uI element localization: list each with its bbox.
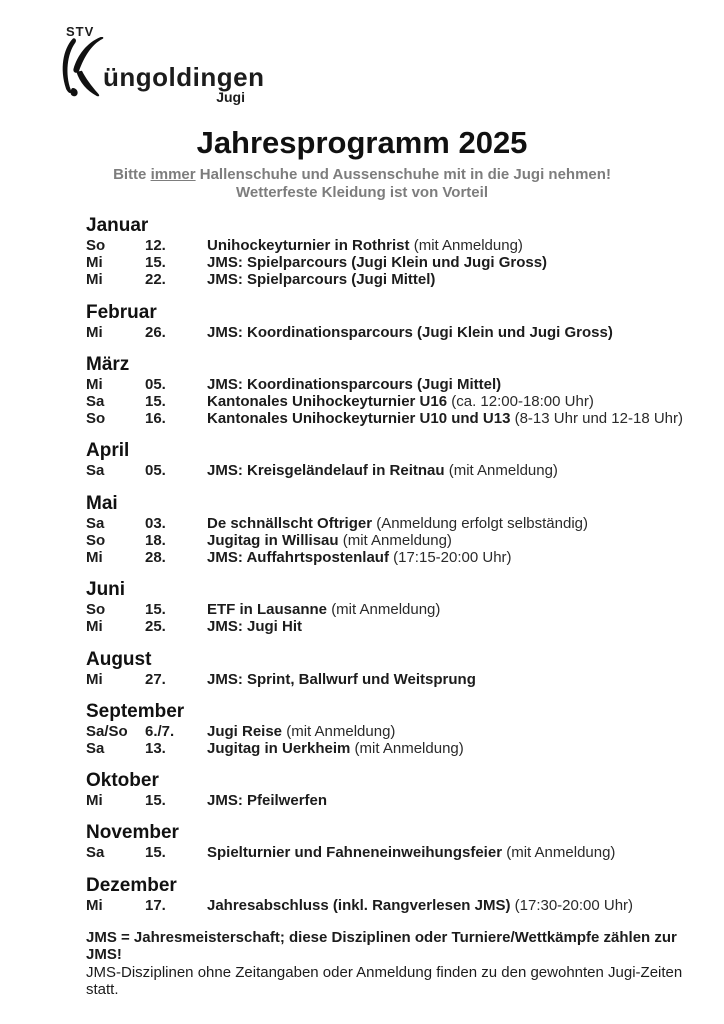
event-day: So (86, 531, 106, 549)
subtitle-line1 (0, 166, 724, 184)
event-row (86, 376, 694, 393)
event-description (207, 618, 694, 635)
event-title: Jugitag in Uerkheim (207, 740, 351, 758)
subtitle-line1-suffix: Hallenschuhe und Aussenschuhe mit in die Jugi nehmen! (195, 166, 611, 183)
event-date: 15. (145, 254, 166, 272)
month-section (86, 580, 694, 635)
event-title: ETF in Lausanne (207, 601, 328, 619)
event-day: So (86, 601, 106, 619)
event-day: Mi (86, 549, 103, 567)
event-row (86, 618, 694, 635)
event-row (86, 601, 694, 618)
month-heading: November (86, 822, 179, 844)
event-row (86, 462, 694, 479)
event-day: Sa (86, 393, 105, 411)
event-description (207, 376, 694, 393)
month-section (86, 876, 694, 914)
event-row (86, 515, 694, 532)
event-date: 17. (145, 896, 166, 914)
event-note: (Anmeldung erfolgt selbständig) (376, 514, 589, 532)
event-day: Mi (86, 670, 103, 688)
event-description (207, 723, 694, 740)
month-heading: Dezember (86, 874, 177, 896)
event-row (86, 897, 694, 914)
event-row (86, 237, 694, 254)
subtitle-note (0, 166, 724, 202)
event-note: (17:30-20:00 Uhr) (514, 896, 634, 914)
event-row (86, 844, 694, 861)
event-date: 15. (145, 844, 166, 862)
event-row (86, 671, 694, 688)
event-date: 05. (145, 375, 166, 393)
event-description (207, 549, 694, 566)
event-date: 25. (145, 618, 166, 636)
event-title: Jahresabschluss (inkl. Rangverlesen JMS) (207, 896, 511, 914)
event-note: (mit Anmeldung) (331, 601, 441, 619)
subtitle-line2: Wetterfeste Kleidung ist von Vorteil (236, 184, 488, 201)
event-description (207, 462, 694, 479)
event-day: Sa (86, 844, 105, 862)
event-description (207, 410, 694, 427)
month-section (86, 355, 694, 428)
event-description (207, 532, 694, 549)
event-day: Mi (86, 618, 103, 636)
event-day: So (86, 237, 106, 254)
event-note: (mit Anmeldung) (506, 844, 616, 862)
event-date: 27. (145, 670, 166, 688)
footer-note (86, 929, 694, 999)
event-date: 15. (145, 792, 166, 810)
event-description (207, 237, 694, 254)
event-date: 15. (145, 393, 166, 411)
event-title: JMS: Sprint, Ballwurf und Weitsprung (207, 670, 476, 688)
event-date: 15. (145, 601, 166, 619)
event-description (207, 324, 694, 341)
event-date: 6./7. (145, 722, 175, 740)
subtitle-line1-underlined: immer (150, 166, 196, 183)
month-heading: Mai (86, 492, 118, 514)
month-section (86, 441, 694, 479)
event-date: 16. (145, 410, 166, 428)
footer-jms-times: JMS-Disziplinen ohne Zeitangaben oder Anmeldung finden zu den gewohnten Jugi-Zeiten statt. (86, 963, 683, 999)
event-date: 05. (145, 462, 166, 480)
month-heading: September (86, 700, 185, 722)
event-row (86, 324, 694, 341)
event-row (86, 740, 694, 757)
event-note: (mit Anmeldung) (413, 237, 523, 254)
footer-jms-definition: JMS = Jahresmeisterschaft; diese Disziplinen oder Turniere/Wettkämpfe zählen zur JMS! (86, 928, 677, 964)
event-note: (mit Anmeldung) (354, 740, 464, 758)
event-title: Spielturnier und Fahneneinweihungsfeier (207, 844, 503, 862)
event-description (207, 740, 694, 757)
logo-main-row (57, 37, 265, 97)
month-section (86, 494, 694, 567)
event-description (207, 601, 694, 618)
event-title: JMS: Pfeilwerfen (207, 792, 328, 810)
event-note: (mit Anmeldung) (286, 722, 396, 740)
event-date: 18. (145, 531, 166, 549)
event-title: JMS: Spielparcours (Jugi Klein und Jugi Gross) (207, 254, 548, 272)
month-section (86, 823, 694, 861)
event-note: (mit Anmeldung) (342, 531, 452, 549)
month-heading: Juni (86, 579, 126, 601)
month-section (86, 303, 694, 341)
event-note: (ca. 12:00-18:00 Uhr) (451, 393, 594, 411)
month-heading: Januar (86, 215, 149, 236)
event-description (207, 271, 694, 288)
event-title: Unihockeyturnier in Rothrist (207, 237, 410, 254)
event-day: Sa (86, 514, 105, 532)
event-title: Jugi Reise (207, 722, 283, 740)
event-note: (mit Anmeldung) (448, 462, 558, 480)
club-logo (57, 24, 265, 105)
month-section (86, 702, 694, 757)
event-title: JMS: Spielparcours (Jugi Mittel) (207, 271, 436, 289)
event-day: Sa/So (86, 722, 128, 740)
event-row (86, 393, 694, 410)
event-row (86, 723, 694, 740)
event-title: Jugitag in Willisau (207, 531, 339, 549)
event-row (86, 254, 694, 271)
logo-jugi-text: Jugi (216, 89, 245, 105)
event-description (207, 844, 694, 861)
event-day: Mi (86, 375, 103, 393)
event-title: JMS: Kreisgeländelauf in Reitnau (207, 462, 445, 480)
event-date: 26. (145, 323, 166, 341)
month-heading: August (86, 648, 152, 670)
event-date: 13. (145, 740, 166, 758)
event-day: Mi (86, 323, 103, 341)
month-heading: Oktober (86, 770, 159, 792)
event-description (207, 671, 694, 688)
event-note: (17:15-20:00 Uhr) (393, 549, 512, 567)
event-title: JMS: Koordinationsparcours (Jugi Mittel) (207, 375, 502, 393)
event-date: 28. (145, 549, 166, 567)
subtitle-line1-prefix: Bitte (113, 166, 151, 183)
event-date: 12. (145, 237, 166, 254)
event-day: Mi (86, 254, 103, 272)
event-description (207, 515, 694, 532)
event-row (86, 792, 694, 809)
page-title: Jahresprogramm 2025 (196, 125, 528, 160)
event-title: De schnällscht Oftriger (207, 514, 373, 532)
month-section (86, 216, 694, 289)
event-title: Kantonales Unihockeyturnier U16 (207, 393, 448, 411)
event-note: (8-13 Uhr und 12-18 Uhr) (514, 410, 683, 428)
event-row (86, 271, 694, 288)
event-day: So (86, 410, 106, 428)
event-day: Mi (86, 792, 103, 810)
event-description (207, 393, 694, 410)
event-description (207, 897, 694, 914)
event-row (86, 532, 694, 549)
event-description (207, 792, 694, 809)
logo-stv-text: STV (66, 24, 95, 39)
month-section (86, 771, 694, 809)
month-section (86, 650, 694, 688)
event-title: Kantonales Unihockeyturnier U10 und U13 (207, 410, 511, 428)
event-title: JMS: Koordinationsparcours (Jugi Klein und Jugi Gross) (207, 323, 613, 341)
event-title: JMS: Auffahrtspostenlauf (207, 549, 389, 567)
month-heading: Februar (86, 301, 157, 323)
event-date: 22. (145, 271, 166, 289)
event-day: Sa (86, 462, 105, 480)
event-row (86, 549, 694, 566)
logo-club-name: üngoldingen (103, 62, 265, 92)
month-heading: März (86, 353, 130, 375)
event-date: 03. (145, 514, 166, 532)
event-day: Mi (86, 896, 103, 914)
stylized-k-gymnast-icon (57, 37, 105, 97)
schedule (86, 216, 694, 914)
month-heading: April (86, 440, 130, 462)
event-description (207, 254, 694, 271)
event-day: Sa (86, 740, 105, 758)
event-day: Mi (86, 271, 103, 289)
event-title: JMS: Jugi Hit (207, 618, 303, 636)
event-row (86, 410, 694, 427)
